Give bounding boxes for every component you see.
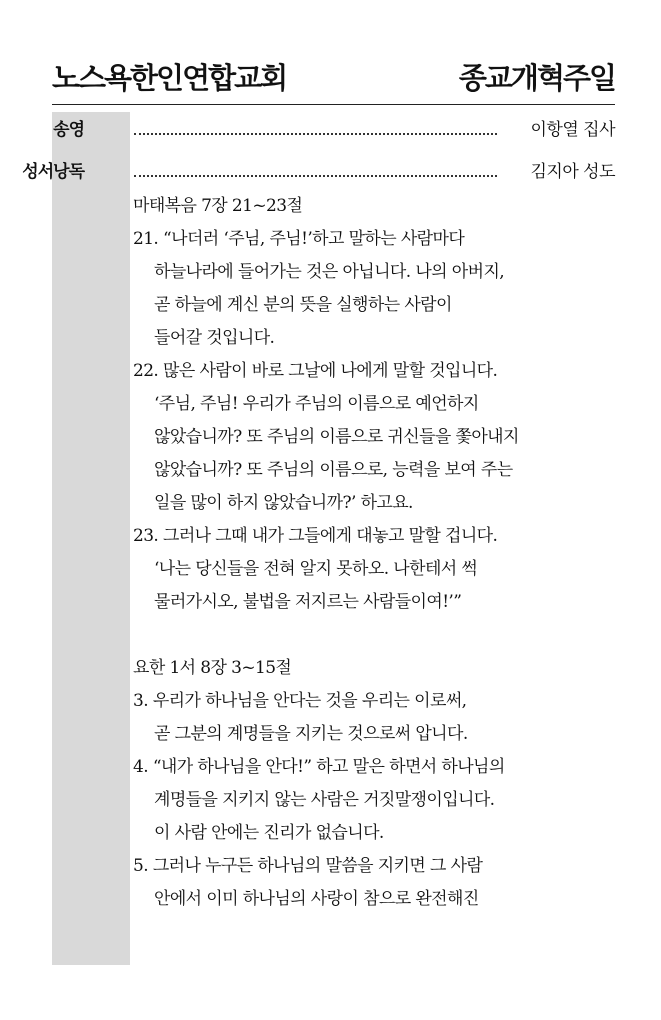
verse-line: 않았습니까? 또 주님의 이름으로 귀신들을 쫓아내지 xyxy=(154,427,519,447)
verse-line: 안에서 이미 하나님의 사랑이 참으로 완전해진 xyxy=(154,889,479,909)
blank-line xyxy=(133,619,603,652)
verse-line: ‘주님, 주님! 우리가 주님의 이름으로 예언하지 xyxy=(154,394,479,414)
verse-line: 곧 하늘에 계신 분의 뜻을 실행하는 사람이 xyxy=(154,295,452,315)
church-name: 노스욕한인연합교회 xyxy=(52,61,287,95)
verse-line: 들어갈 것입니다. xyxy=(154,328,275,348)
verse-line: 3. 우리가 하나님을 안다는 것을 우리는 이로써, xyxy=(133,691,467,711)
verse-line: 5. 그러나 누구든 하나님의 말씀을 지키면 그 사람 xyxy=(133,856,483,876)
verse-line: 21. “나더러 ‘주님, 주님!’하고 말하는 사람마다 xyxy=(133,229,465,249)
role-person: 김지아 성도 xyxy=(530,162,615,182)
verse-line: 곧 그분의 계명들을 지키는 것으로써 압니다. xyxy=(154,724,468,744)
verse-line: 계명들을 지키지 않는 사람은 거짓말쟁이입니다. xyxy=(154,790,495,810)
role-label: 송영 xyxy=(53,120,84,140)
role-row-doxology xyxy=(52,116,615,144)
verse-line: 23. 그러나 그때 내가 그들에게 대놓고 말할 겁니다. xyxy=(133,526,498,546)
verse-line: 물러가시오, 불법을 저지르는 사람들이여!’” xyxy=(154,592,462,612)
verse-line: 않았습니까? 또 주님의 이름으로, 능력을 보여 주는 xyxy=(154,460,513,480)
reading-reference: 요한 1서 8장 3~15절 xyxy=(133,658,292,678)
dotted-leader xyxy=(134,175,497,177)
verse-line: 하늘나라에 들어가는 것은 아닙니다. 나의 아버지, xyxy=(154,262,505,282)
header-divider xyxy=(52,104,615,105)
scripture-text xyxy=(133,190,603,916)
verse-line: 4. “내가 하나님을 안다!” 하고 말은 하면서 하나님의 xyxy=(133,757,505,777)
role-person: 이항열 집사 xyxy=(530,120,615,140)
role-row-scripture xyxy=(22,158,615,186)
dotted-leader xyxy=(134,133,497,135)
verse-line: 22. 많은 사람이 바로 그날에 나에게 말할 것입니다. xyxy=(133,361,498,381)
role-label: 성서낭독 xyxy=(22,162,84,182)
verse-line: 일을 많이 하지 않았습니까?’ 하고요. xyxy=(154,493,413,513)
label-column-shading xyxy=(52,112,130,965)
verse-line: ‘나는 당신들을 전혀 알지 못하오. 나한테서 썩 xyxy=(154,559,478,579)
verse-line: 이 사람 안에는 진리가 없습니다. xyxy=(154,823,384,843)
week-title: 종교개혁주일 xyxy=(458,61,615,95)
page-header xyxy=(52,56,615,96)
reading-reference: 마태복음 7장 21~23절 xyxy=(133,196,303,216)
